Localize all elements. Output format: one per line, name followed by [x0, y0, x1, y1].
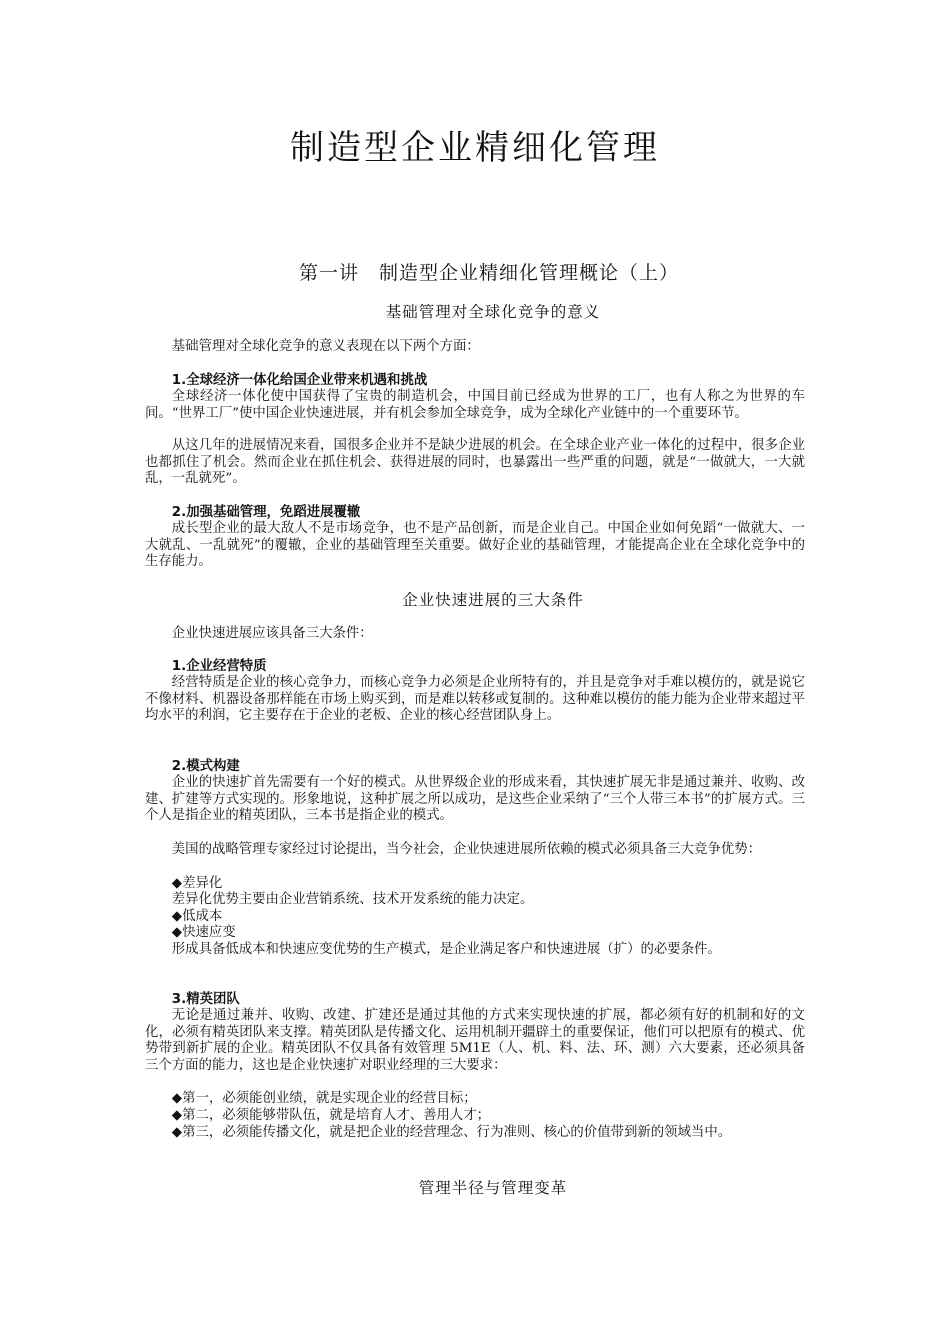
bullet-item: ◆第三，必须能传播文化，就是把企业的经营理念、行为准则、核心的价值带到新的领域当中。 [171, 1125, 732, 1140]
paragraph: 差异化优势主要由企业营销系统、技术开发系统的能力决定。 [171, 892, 534, 907]
paragraph: 形成具备低成本和快速应变优势的生产模式，是企业满足客户和快速进展（扩）的必要条件。 [171, 942, 721, 957]
subheading: 3.精英团队 [171, 992, 240, 1007]
subheading: 2.模式构建 [171, 759, 240, 774]
paragraph: 美国的战略管理专家经过讨论提出，当今社会，企业快速进展所依赖的模式必须具备三大竞争优势： [171, 842, 761, 857]
paragraph: 全球经济一体化使中国获得了宝贵的制造机会，中国目前已经成为世界的工厂，也有人称之为世界的车间。“世界工厂”使中国企业快速进展，并有机会参加全球竞争，成为全球化产业链中的一个重要环节。 [145, 389, 805, 421]
paragraph: 企业的快速扩首先需要有一个好的模式。从世界级企业的形成来看，其快速扩展无非是通过兼并、收购、改建、扩建等方式实现的。形象地说，这种扩展之所以成功，是这些企业采纳了“三个人带三本书”的扩展方式。三个人是指企业的精英团队，三本书是指企业的模式。 [145, 775, 805, 823]
section-heading-basic-management: 基础管理对全球化竞争的意义 [385, 303, 601, 321]
subheading: 1.全球经济一体化给国企业带来机遇和挑战 [171, 373, 428, 388]
paragraph: 成长型企业的最大敌人不是市场竞争，也不是产品创新，而是企业自己。中国企业如何免蹈“一做就大、一大就乱、一乱就死”的覆辙，企业的基础管理至关重要。做好企业的基础管理，才能提高企业在全球化竞争中的生存能力。 [145, 521, 805, 569]
subheading: 1.企业经营特质 [171, 659, 267, 674]
section-heading-management-radius: 管理半径与管理变革 [418, 1179, 568, 1197]
document-title: 制造型企业精细化管理 [290, 128, 660, 168]
lecture-title: 第一讲 制造型企业精细化管理概论（上） [298, 262, 679, 284]
bullet-item: ◆低成本 [171, 909, 223, 924]
bullet-item: ◆快速应变 [171, 925, 236, 940]
paragraph: 基础管理对全球化竞争的意义表现在以下两个方面： [171, 339, 480, 354]
section-heading-three-conditions: 企业快速进展的三大条件 [402, 591, 584, 609]
bullet-item: ◆第二，必须能够带队伍，就是培育人才、善用人才； [171, 1108, 491, 1123]
bullet-item: ◆第一，必须能创业绩，就是实现企业的经营目标； [171, 1091, 477, 1106]
paragraph: 从这几年的进展情况来看，国很多企业并不是缺少进展的机会。在全球企业产业一体化的过程中，很多企业也都抓住了机会。然而企业在抓住机会、获得进展的同时，也暴露出一些严重的问题，就是“一做就大，一大就乱，一乱就死”。 [145, 438, 805, 486]
paragraph: 企业快速进展应该具备三大条件： [171, 626, 373, 641]
paragraph: 经营特质是企业的核心竞争力，而核心竞争力必须是企业所特有的，并且是竞争对手难以模仿的，就是说它不像材料、机器设备那样能在市场上购买到，而是难以转移或复制的。这种难以模仿的能力能为企业带来超过平均水平的利润，它主要存在于企业的老板、企业的核心经营团队身上。 [145, 675, 805, 723]
bullet-item: ◆差异化 [171, 876, 223, 891]
paragraph: 无论是通过兼并、收购、改建、扩建还是通过其他的方式来实现快速的扩展，都必须有好的机制和好的文化，必须有精英团队来支撑。精英团队是传播文化、运用机制开疆辟土的重要保证，他们可以把原有的模式、优势带到新扩展的企业。精英团队不仅具备有效管理 5M1E（人、机、料、法、环、测）六大要素，还必须具备三个方面的能力，这也是企业快速扩对职业经理的三大要求： [145, 1008, 805, 1073]
subheading: 2.加强基础管理，免蹈进展覆辙 [171, 505, 361, 520]
